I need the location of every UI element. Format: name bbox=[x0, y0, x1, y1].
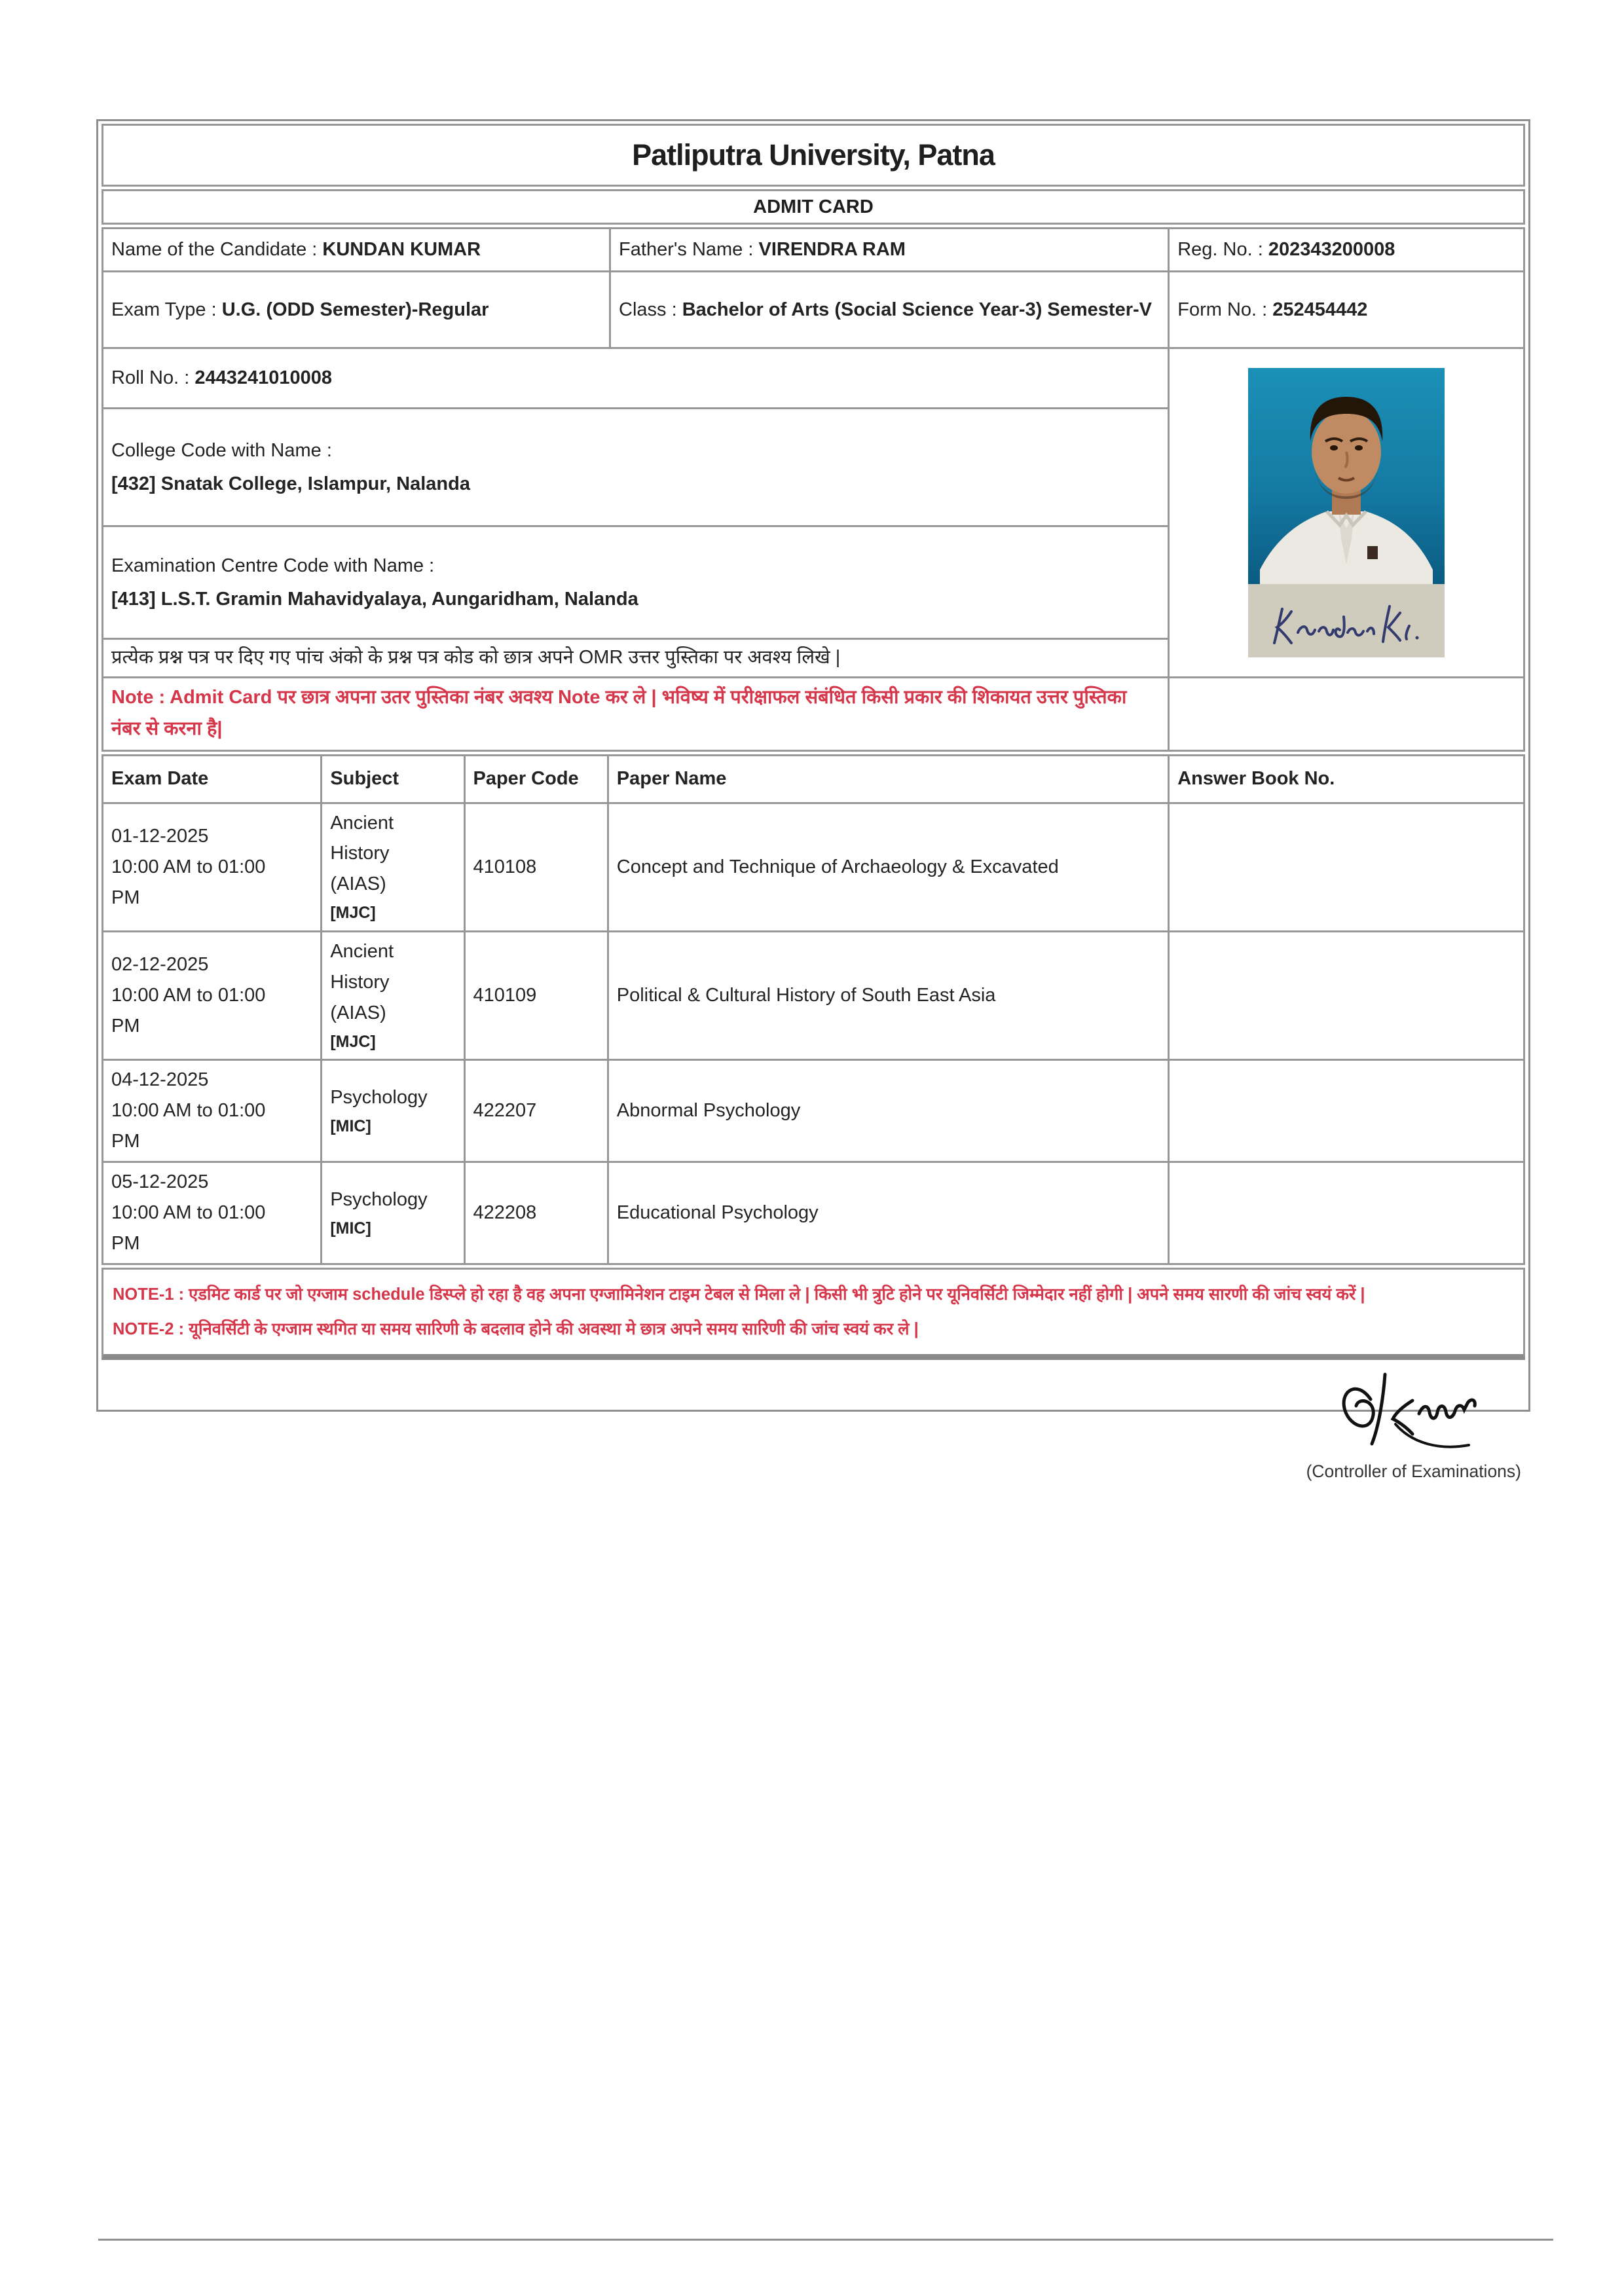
candidate-name-label: Name of the Candidate : bbox=[111, 239, 323, 260]
controller-signature bbox=[1330, 1367, 1507, 1452]
exam-type-label: Exam Type : bbox=[111, 299, 222, 320]
exam-row bbox=[103, 1162, 1524, 1264]
exam-centre-label: Examination Centre Code with Name : bbox=[111, 555, 435, 576]
footer-notes bbox=[101, 1268, 1525, 1360]
note-2: NOTE-2 : यूनिवर्सिटी के एग्जाम स्थगित या समय सारिणी के बदलाव होने की अवस्था मे छात्र अपने समय सारिणी की जांच स्वयं कर ले | bbox=[113, 1319, 919, 1338]
admit-card-banner bbox=[101, 189, 1525, 225]
exam-date-cell bbox=[103, 1060, 322, 1162]
exam-date: 05-12-2025 bbox=[111, 1171, 209, 1193]
subject-tag: [MJC] bbox=[330, 1032, 376, 1051]
exam-type-cell bbox=[103, 272, 610, 348]
college-label: College Code with Name : bbox=[111, 439, 332, 461]
paper-name-cell: Abnormal Psychology bbox=[608, 1060, 1168, 1162]
controller-title: (Controller of Examinations) bbox=[1306, 1461, 1521, 1481]
page-bottom-rule bbox=[98, 2239, 1553, 2241]
exam-type: U.G. (ODD Semester)-Regular bbox=[221, 299, 489, 320]
omr-instruction: प्रत्येक प्रश्न पत्र पर दिए गए पांच अंको के प्रश्न पत्र कोड को छात्र अपने OMR उत्तर पुस्तिका पर अवश्य लिखे | bbox=[103, 639, 1169, 678]
candidate-photo-image bbox=[1248, 368, 1445, 584]
form-no: 252454442 bbox=[1272, 299, 1368, 320]
header-answer-book: Answer Book No. bbox=[1169, 755, 1524, 803]
candidate-info-table bbox=[101, 227, 1525, 752]
exam-row bbox=[103, 931, 1524, 1059]
candidate-photo bbox=[1248, 368, 1445, 657]
candidate-name: KUNDAN KUMAR bbox=[322, 239, 481, 260]
subject-cell bbox=[322, 1060, 464, 1162]
candidate-photo-cell bbox=[1169, 348, 1524, 678]
exam-date-cell bbox=[103, 803, 322, 931]
empty-cell bbox=[1169, 677, 1524, 750]
subject-name: Ancient History (AIAS) bbox=[330, 812, 394, 895]
subject-tag: [MJC] bbox=[330, 904, 376, 923]
subject-name: Ancient History (AIAS) bbox=[330, 940, 394, 1023]
exam-centre-cell bbox=[103, 526, 1169, 639]
form-no-cell bbox=[1169, 272, 1524, 348]
fathers-name: VIRENDRA RAM bbox=[758, 239, 906, 260]
paper-name-cell: Concept and Technique of Archaeology & Excavated bbox=[608, 803, 1168, 931]
header-paper-name: Paper Name bbox=[608, 755, 1168, 803]
header-subject: Subject bbox=[322, 755, 464, 803]
paper-code-cell: 410109 bbox=[464, 931, 608, 1059]
college-name: [432] Snatak College, Islampur, Nalanda bbox=[111, 473, 470, 494]
paper-name-cell: Educational Psychology bbox=[608, 1162, 1168, 1264]
subject-cell bbox=[322, 803, 464, 931]
paper-name-cell: Political & Cultural History of South East Asia bbox=[608, 931, 1168, 1059]
header-paper-code: Paper Code bbox=[464, 755, 608, 803]
subject-tag: [MIC] bbox=[330, 1219, 371, 1238]
subject-tag: [MIC] bbox=[330, 1117, 371, 1136]
subject-name: Psychology bbox=[330, 1189, 428, 1211]
red-note-row bbox=[103, 677, 1524, 750]
answer-book-cell bbox=[1169, 1162, 1524, 1264]
exam-row bbox=[103, 1060, 1524, 1162]
exam-type-row bbox=[103, 272, 1524, 348]
exam-date: 04-12-2025 bbox=[111, 1069, 209, 1091]
admit-card-title: ADMIT CARD bbox=[753, 196, 874, 217]
exam-table-header-row bbox=[103, 755, 1524, 803]
subject-cell bbox=[322, 931, 464, 1059]
exam-date-cell bbox=[103, 1162, 322, 1264]
roll-no-row bbox=[103, 348, 1524, 409]
red-note: Note : Admit Card पर छात्र अपना उतर पुस्तिका नंबर अवश्य Note कर ले | भविष्य में परीक्षाफल संबंधित किसी प्रकार की शिकायत उत्तर पुस्तिका नंबर से करना है| bbox=[103, 677, 1169, 750]
roll-no-cell bbox=[103, 348, 1169, 409]
subject-name: Psychology bbox=[330, 1087, 428, 1109]
exam-centre-name: [413] L.S.T. Gramin Mahavidyalaya, Aungaridham, Nalanda bbox=[111, 588, 638, 610]
exam-time: 10:00 AM to 01:00 PM bbox=[111, 1202, 266, 1255]
answer-book-cell bbox=[1169, 931, 1524, 1059]
form-no-label: Form No. : bbox=[1177, 299, 1273, 320]
answer-book-cell bbox=[1169, 803, 1524, 931]
candidate-name-row bbox=[103, 229, 1524, 272]
exam-date-cell bbox=[103, 931, 322, 1059]
reg-no-label: Reg. No. : bbox=[1177, 239, 1268, 260]
admit-card bbox=[96, 119, 1530, 1481]
fathers-name-cell bbox=[610, 229, 1169, 272]
university-name: Patliputra University, Patna bbox=[632, 138, 995, 172]
answer-book-cell bbox=[1169, 1060, 1524, 1162]
class-cell bbox=[610, 272, 1169, 348]
exam-date: 01-12-2025 bbox=[111, 825, 209, 847]
fathers-name-label: Father's Name : bbox=[619, 239, 759, 260]
header-exam-date: Exam Date bbox=[103, 755, 322, 803]
roll-no-label: Roll No. : bbox=[111, 367, 195, 388]
paper-code-cell: 422208 bbox=[464, 1162, 608, 1264]
college-cell bbox=[103, 409, 1169, 526]
class-label: Class : bbox=[619, 299, 682, 320]
exam-schedule-table bbox=[101, 754, 1525, 1266]
note-1: NOTE-1 : एडमिट कार्ड पर जो एग्जाम schedule डिस्प्ले हो रहा है वह अपना एग्जामिनेशन टाइम टेबल से मिला ले | किसी भी त्रुटि होने पर यूनिवर्सिटी जिम्मेदार नहीं होगी | अपने समय सारणी की जांच स्वयं करें | bbox=[113, 1285, 1365, 1304]
page-title bbox=[101, 124, 1525, 187]
reg-no-cell bbox=[1169, 229, 1524, 272]
exam-row bbox=[103, 803, 1524, 931]
subject-cell bbox=[322, 1162, 464, 1264]
exam-time: 10:00 AM to 01:00 PM bbox=[111, 856, 266, 908]
class-value: Bachelor of Arts (Social Science Year-3) Semester-V bbox=[682, 299, 1152, 320]
paper-code-cell: 422207 bbox=[464, 1060, 608, 1162]
exam-date: 02-12-2025 bbox=[111, 954, 209, 976]
roll-no: 2443241010008 bbox=[194, 367, 332, 388]
candidate-name-cell bbox=[103, 229, 610, 272]
paper-code-cell: 410108 bbox=[464, 803, 608, 931]
signature-area bbox=[101, 1360, 1525, 1496]
exam-time: 10:00 AM to 01:00 PM bbox=[111, 985, 266, 1037]
reg-no: 202343200008 bbox=[1268, 239, 1395, 260]
exam-time: 10:00 AM to 01:00 PM bbox=[111, 1100, 266, 1152]
candidate-signature bbox=[1248, 584, 1445, 657]
